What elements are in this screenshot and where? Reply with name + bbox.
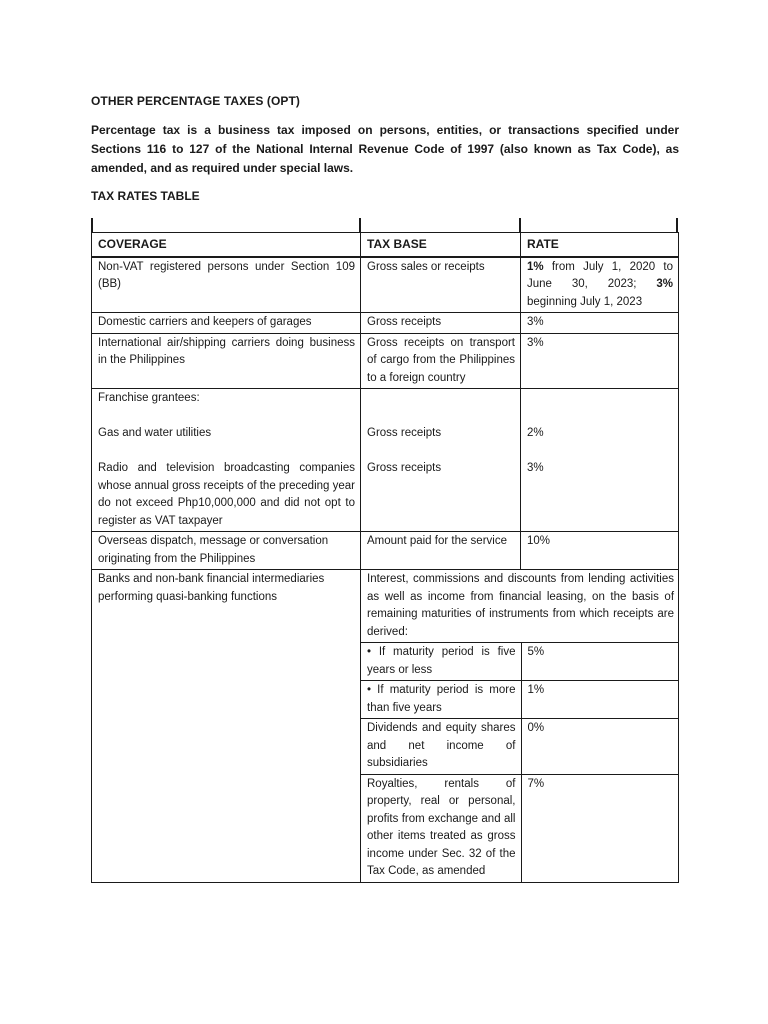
cell-coverage: Overseas dispatch, message or conversation originating from the Philippines	[92, 532, 361, 570]
cell-rate: 3%	[521, 333, 679, 389]
rate-bold: 3%	[656, 278, 673, 290]
table-stub	[676, 218, 678, 232]
cell-tax-base: • If maturity period is five years or less	[361, 643, 521, 681]
franchise-radio-coverage: Radio and television broadcasting companies whose annual gross receipts of the preceding year do not exceed Php10,000,000 and did not opt to register as VAT taxpayer	[98, 462, 355, 527]
franchise-radio-rate: 3%	[527, 462, 544, 474]
cell-rate: 7%	[527, 777, 545, 790]
cell-rate: 10%	[521, 532, 679, 570]
cell-coverage: International air/shipping carriers doing business in the Philippines	[92, 333, 361, 389]
table-stub	[91, 218, 93, 232]
cell-rate: 5%	[521, 643, 679, 681]
tax-rates-table	[91, 232, 679, 883]
banks-tax-base-group	[361, 570, 679, 883]
franchise-gas-coverage: Gas and water utilities	[98, 427, 212, 439]
table-row	[361, 774, 679, 882]
franchise-gas-tax-base: Gross receipts	[367, 427, 442, 439]
table-stub	[519, 218, 521, 232]
table-top-stubs	[91, 218, 679, 232]
rate-text: beginning July 1, 2023	[527, 295, 643, 308]
cell-rate	[521, 389, 679, 532]
table-row	[361, 570, 679, 643]
table-row	[92, 570, 679, 883]
cell-tax-base: Royalties, rentals of property, real or personal, profits from exchange and all other items treated as gross income under Sec. 32 of the Tax Code, as amended	[361, 774, 521, 882]
table-row	[92, 389, 679, 532]
table-row	[92, 257, 679, 313]
franchise-title: Franchise grantees:	[98, 392, 200, 404]
table-stub	[359, 218, 361, 232]
tax-rates-table-wrapper	[91, 218, 679, 883]
cell-rate: 0%	[521, 719, 679, 775]
cell-tax-base: Gross receipts	[361, 313, 521, 334]
cell-tax-base: Gross sales or receipts	[361, 257, 521, 313]
table-row	[92, 532, 679, 570]
banks-nested-table	[361, 570, 679, 882]
cell-rate	[521, 257, 679, 313]
rate-text: from July 1, 2020 to June 30, 2023;	[527, 260, 673, 290]
cell-rate: 1%	[521, 681, 679, 719]
table-row	[361, 643, 679, 681]
cell-coverage: Non-VAT registered persons under Section 109 (BB)	[92, 257, 361, 313]
cell-rate: 3%	[521, 313, 679, 334]
franchise-radio-tax-base: Gross receipts	[367, 462, 442, 474]
cell-coverage	[92, 389, 361, 532]
cell-coverage: Domestic carriers and keepers of garages	[92, 313, 361, 334]
header-coverage: COVERAGE	[92, 233, 361, 257]
table-header-row	[92, 233, 679, 257]
rate-bold: 1%	[527, 260, 544, 273]
table-row	[361, 681, 679, 719]
cell-tax-base: • If maturity period is more than five years	[361, 681, 521, 719]
banks-interest-base: Interest, commissions and discounts from lending activities as well as income from financial leasing, on the basis of remaining maturities of instruments from which receipts are derived:	[361, 570, 679, 643]
cell-coverage: Banks and non-bank financial intermediaries performing quasi-banking functions	[92, 570, 361, 883]
table-row	[92, 313, 679, 334]
table-row	[92, 333, 679, 389]
header-rate: RATE	[521, 233, 679, 257]
cell-tax-base	[361, 389, 521, 532]
cell-tax-base: Dividends and equity shares and net income of subsidiaries	[361, 719, 521, 775]
page-heading: OTHER PERCENTAGE TAXES (OPT)	[91, 94, 301, 108]
cell-tax-base: Amount paid for the service	[361, 532, 521, 570]
intro-paragraph: Percentage tax is a business tax imposed on persons, entities, or transactions specified under Sections 116 to 127 of the National Internal Revenue Code of 1997 (also known as Tax Code), as amended, and as required under special laws.	[91, 123, 679, 175]
table-row	[361, 719, 679, 775]
cell-tax-base: Gross receipts on transport of cargo from the Philippines to a foreign country	[361, 333, 521, 389]
franchise-gas-rate: 2%	[527, 427, 544, 439]
header-tax-base: TAX BASE	[361, 233, 521, 257]
table-title: TAX RATES TABLE	[91, 189, 200, 203]
